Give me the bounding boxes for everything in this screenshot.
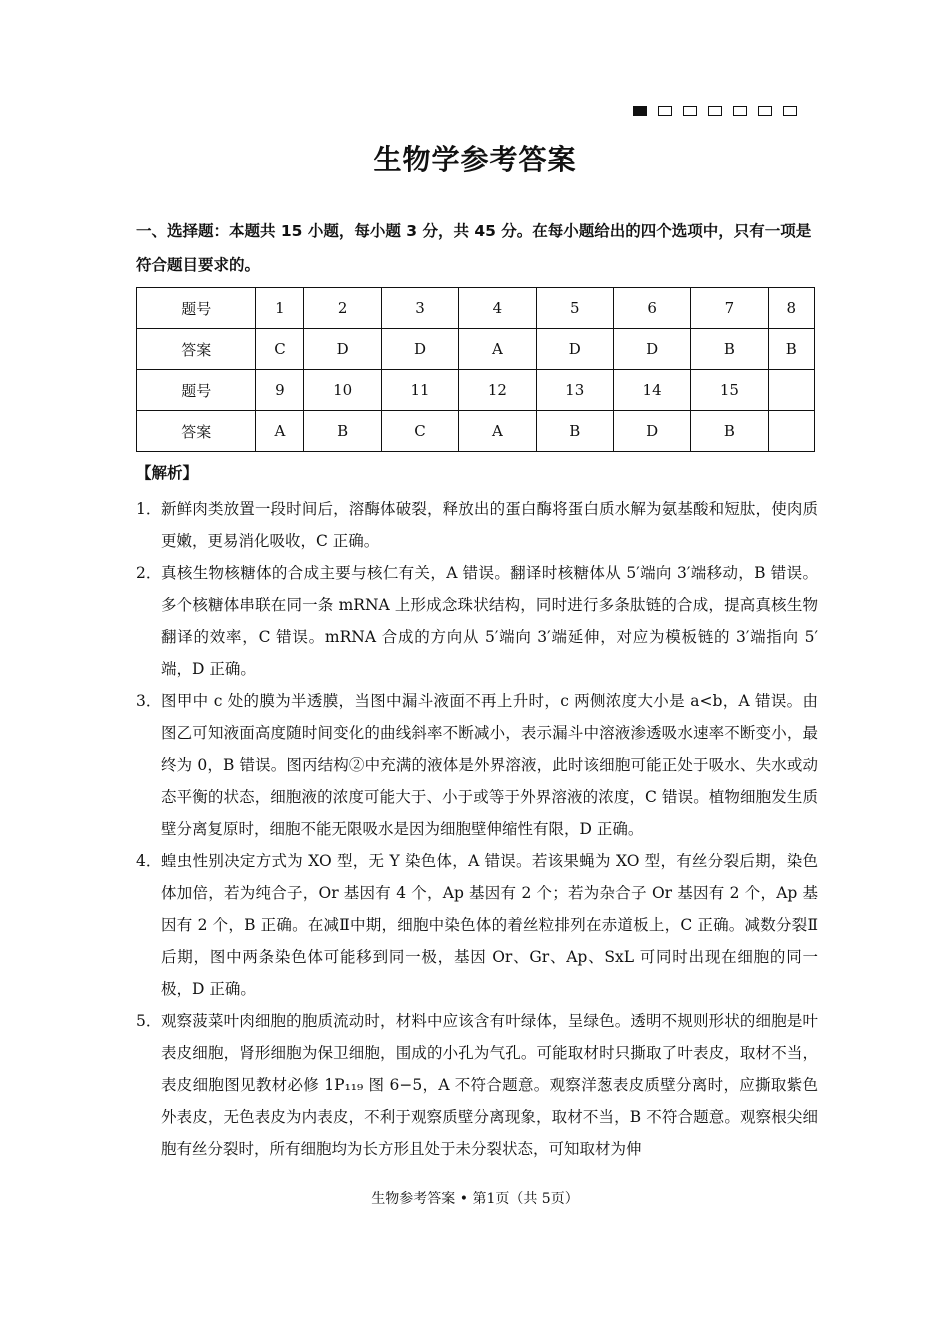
table-cell: D (536, 329, 613, 370)
table-cell: 8 (768, 288, 814, 329)
item-text: 观察菠菜叶肉细胞的胞质流动时，材料中应该含有叶绿体，呈绿色。透明不规则形状的细胞是叶表皮细胞，肾形细胞为保卫细胞，围成的小孔为气孔。可能取材时只撕取了叶表皮，取材不当，表皮细胞图见教材必修 1P₁₁₉ 图 6−5，A 不符合题意。观察洋葱表皮质壁分离时，应撕取紫色外表皮，无色表皮为内表皮，不利于观察质壁分离现象，取材不当，B 不符合题意。观察根尖细胞有丝分裂时，所有细胞均为长方形且处于未分裂状态，可知取材为伸 (161, 1012, 818, 1158)
page-title: 生物学参考答案 (373, 143, 577, 176)
analysis-heading: 【解析】 (136, 464, 199, 482)
table-cell: D (304, 329, 381, 370)
item-number: 4． (136, 852, 162, 870)
table-cell: 15 (691, 370, 768, 411)
analysis-item (136, 1005, 818, 1165)
table-cell: 10 (304, 370, 381, 411)
table-row (137, 411, 815, 452)
item-number: 1． (136, 500, 162, 518)
table-cell: 7 (691, 288, 768, 329)
page-indicator-square (783, 106, 797, 116)
page-indicator (633, 106, 797, 116)
table-row (137, 288, 815, 329)
table-cell: B (691, 411, 768, 452)
table-cell: 2 (304, 288, 381, 329)
page-indicator-square (758, 106, 772, 116)
table-row-header: 答案 (137, 411, 256, 452)
table-row-header: 题号 (137, 370, 256, 411)
table-cell: D (613, 411, 690, 452)
table-cell: 11 (381, 370, 458, 411)
item-text: 新鲜肉类放置一段时间后，溶酶体破裂，释放出的蛋白酶将蛋白质水解为氨基酸和短肽，使肉质更嫩，更易消化吸收，C 正确。 (161, 500, 818, 550)
table-row-header: 题号 (137, 288, 256, 329)
table-cell: 6 (613, 288, 690, 329)
analysis-item (136, 685, 818, 845)
item-text: 图甲中 c 处的膜为半透膜，当图中漏斗液面不再上升时，c 两侧浓度大小是 a<b，A 错误。由图乙可知液面高度随时间变化的曲线斜率不断减小，表示漏斗中溶液渗透吸水速率不断变小，最终为 0，B 错误。图丙结构②中充满的液体是外界溶液，此时该细胞可能正处于吸水、失水或动态平衡的状态，细胞液的浓度可能大于、小于或等于外界溶液的浓度，C 错误。植物细胞发生质壁分离复原时，细胞不能无限吸水是因为细胞壁伸缩性有限，D 正确。 (161, 692, 818, 838)
table-cell: 12 (459, 370, 536, 411)
table-cell: B (536, 411, 613, 452)
page-indicator-square (633, 106, 647, 116)
page-indicator-square (708, 106, 722, 116)
item-text: 蝗虫性别决定方式为 XO 型，无 Y 染色体，A 错误。若该果蝇为 XO 型，有丝分裂后期，染色体加倍，若为纯合子，Or 基因有 4 个，Ap 基因有 2 个；若为杂合子 Or 基因有 2 个，Ap 基因有 2 个，B 正确。在减Ⅱ中期，细胞中染色体的着丝粒排列在赤道板上，C 正确。减数分裂Ⅱ后期，图中两条染色体可能移到同一极，基因 Or、Gr、Ap、SxL 可同时出现在细胞的同一极，D 正确。 (161, 852, 818, 998)
table-cell: 14 (613, 370, 690, 411)
answer-table (136, 287, 815, 452)
table-cell (768, 411, 814, 452)
item-number: 2． (136, 564, 162, 582)
page-indicator-square (658, 106, 672, 116)
table-row (137, 370, 815, 411)
item-number: 5． (136, 1012, 162, 1030)
table-cell: D (613, 329, 690, 370)
table-row-header: 答案 (137, 329, 256, 370)
table-cell: 13 (536, 370, 613, 411)
table-cell: C (381, 411, 458, 452)
table-cell: 3 (381, 288, 458, 329)
table-cell: B (691, 329, 768, 370)
page-indicator-square (683, 106, 697, 116)
analysis-item (136, 557, 818, 685)
table-cell: 9 (256, 370, 304, 411)
item-number: 3． (136, 692, 162, 710)
analysis-item (136, 493, 818, 557)
table-cell: A (459, 411, 536, 452)
table-cell: 5 (536, 288, 613, 329)
table-cell: B (304, 411, 381, 452)
table-cell: A (459, 329, 536, 370)
analysis-list (136, 493, 818, 1165)
table-cell (768, 370, 814, 411)
table-cell: C (256, 329, 304, 370)
analysis-item (136, 845, 818, 1005)
table-cell: D (381, 329, 458, 370)
page-indicator-square (733, 106, 747, 116)
table-row (137, 329, 815, 370)
table-cell: B (768, 329, 814, 370)
table-cell: 1 (256, 288, 304, 329)
item-text: 真核生物核糖体的合成主要与核仁有关，A 错误。翻译时核糖体从 5′端向 3′端移动，B 错误。多个核糖体串联在同一条 mRNA 上形成念珠状结构，同时进行多条肽链的合成，提高真核生物翻译的效率，C 错误。mRNA 合成的方向从 5′端向 3′端延伸，对应为模板链的 3′端指向 5′端，D 正确。 (161, 564, 818, 678)
section-heading: 一、选择题：本题共 15 小题，每小题 3 分，共 45 分。在每小题给出的四个选项中，只有一项是符合题目要求的。 (136, 222, 812, 274)
table-cell: A (256, 411, 304, 452)
table-cell: 4 (459, 288, 536, 329)
page-footer: 生物参考答案 • 第1页（共 5页） (371, 1191, 579, 1207)
